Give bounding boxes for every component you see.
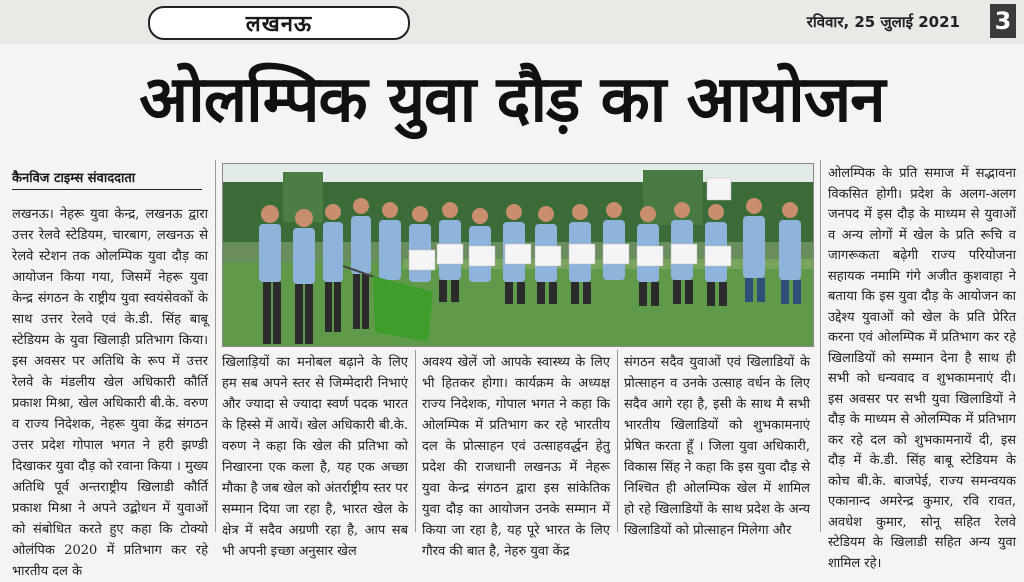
- headline: ओलम्पिक युवा दौड़ का आयोजन: [139, 63, 885, 137]
- article-text: खिलाड़ियों का मनोबल बढ़ाने के लिए हम सब अपने स्तर से जिम्मेदारी निभाएं और ज्यादा से ज्यादा स्वर्ण पदक भारत के हिस्से में आयें। खेल अधिकारी बी.के. वरुण ने कहा कि खेल की प्रतिभा को निखारना एक कला है, यह एक अच्छा मौका है जब खेल को अंतर्राष्ट्रीय स्तर पर सम्मान दिया जा रहा है, भारत खेल के क्षेत्र में सदैव अग्रणी रहा है, आप सब भी अपनी इच्छा अनुसार खेल: [222, 355, 408, 559]
- dateline: रविवार, 25 जुलाई 2021: [806, 13, 960, 31]
- olympic-run-photo: [223, 164, 813, 346]
- article-column-2: [222, 352, 408, 562]
- page-number: 3: [990, 4, 1016, 38]
- article-text: अवश्य खेलें जो आपके स्वास्थ्य के लिए भी हितकर होगा। कार्यक्रम के अध्यक्ष राज्य निदेशक, गोपाल भगत ने कहा कि ओलम्पिक में प्रतिभाग कर रहे भारतीय दल के प्रोत्साहन एवं उत्साहवर्द्धन हेतु प्रदेश की राजधानी लखनऊ में नेहरू युवा केन्द्र संगठन द्वारा इस सांकेतिक युवा दौड़ का आयोजन उनके सम्मान में किया जा रहा है, यह पूरे भारत के लिए गौरव की बात है, नेहरु युवा केंद्र: [422, 355, 610, 559]
- byline: कैनविज टाइम्स संवाददाता: [12, 168, 202, 190]
- article-text: ओलम्पिक के प्रति समाज में सद्भावना विकसित होगी। प्रदेश के अलग-अलग जनपद में इस दौड़ के माध्यम से युवाओं व अन्य लोगों में खेल के प्रति रूचि व जागरूकता बढ़ेगी राज्य परियोजना सहायक नमामि गंगे अजीत कुशवाहा ने बताया कि इस युवा दौड़ के आयोजन का उद्देश्य युवाओं को खेल के प्रति प्रेरित करना एवं ओलम्पिक में प्रतिभाग कर रहे खिलाडियों को सम्मान देना है साथ ही सभी को धन्यवाद व शुभकामनाएं दी। इस अवसर पर सभी युवा खिलाडियों ने दौड़ के माध्यम से ओलम्पिक में प्रतिभाग कर रहे दल को शुभकामनायें दी, इस दौड़ में के.डी. सिंह बाबू स्टेडियम के कोच बी.के. बाजपेई, राज्य समन्वयक एकानान्द अमरेन्द्र कुमार, रवि रावत, अवधेश कुमार, सोनू सहित रेलवे स्टेडियम के खिलाडी सहित अन्य युवा शामिल रहे।: [828, 166, 1016, 571]
- news-photo: [222, 163, 814, 347]
- article-column-1: [12, 204, 208, 582]
- article-column-3: [422, 352, 610, 562]
- column-divider: [215, 160, 216, 532]
- section-label: लखनऊ: [148, 6, 410, 40]
- masthead: [0, 0, 1024, 44]
- column-divider: [617, 350, 618, 532]
- article-column-5: [828, 164, 1016, 574]
- article-column-4: [624, 352, 810, 541]
- column-divider: [415, 350, 416, 532]
- article-text: लखनऊ। नेहरू युवा केन्द्र, लखनऊ द्वारा उत्तर रेलवे स्टेडियम, चारबाग, लखनऊ से रेलवे स्टेशन तक ओलम्पिक युवा दौड़ का आयोजन किया गया, जिसमें नेहरू युवा केन्द्र संगठन के राष्ट्रीय युवा स्वयंसेवकों के साथ उत्तर रेलवे एवं के.डी. सिंह बाबू स्टेडियम के युवा खिलाड़ी प्रतिभाग किया। इस अवसर पर अतिथि के रूप में उत्तर रेलवे के मंडलीय खेल अधिकारी कौर्ति प्रकाश मिश्रा, खेल अधिकारी बी.के. वरुण व राज्य निदेशक, नेहरू युवा केंद्र संगठन उत्तर प्रदेश गोपाल भगत ने हरी झण्डी दिखाकर युवा दौड़ को रवाना किया । मुख्य अतिथि पूर्व अन्तराष्ट्रीय खिलाडी कौर्ति प्रकाश मिश्रा ने अपने उद्बोधन में युवाओं को संबोधित करते हुए कहा कि टोक्यो ओलंपिक 2020 में प्रतिभाग कर रहे भारतीय दल के: [12, 207, 208, 579]
- article-text: संगठन सदैव युवाओं एवं खिलाडियों के प्रोत्साहन व उनके उत्साह वर्धन के लिए सदैव आगे रहा है, इसी के साथ मै सभी भारतीय खिलाडियों को शुभकामनाएं प्रेषित करता हूँ । जिला युवा अधिकारी, विकास सिंह ने कहा कि इस युवा दौड़ से निश्चित ही ओलम्पिक खेल में शामिल हो रहे खिलाडियों के साथ प्रदेश के अन्य खिलाडियों को प्रोत्साहन मिलेगा और: [624, 355, 810, 538]
- column-divider: [820, 160, 821, 532]
